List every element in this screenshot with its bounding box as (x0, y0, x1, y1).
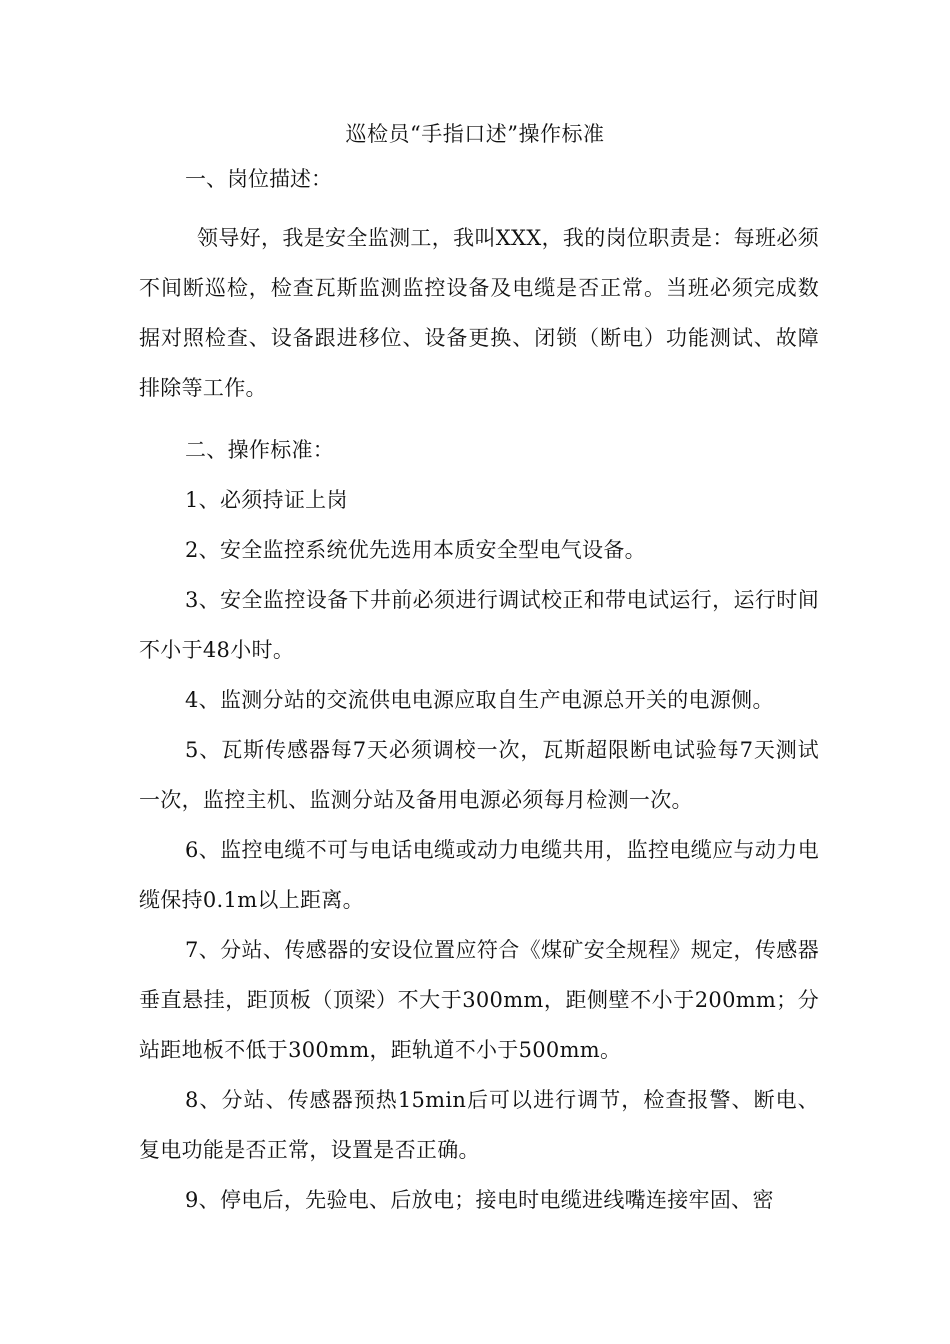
document-body (139, 163, 819, 1225)
list-item-5: 5、瓦斯传感器每7天必须调校一次，瓦斯超限断电试验每7天测试一次，监控主机、监测分站及备用电源必须每月检测一次。 (139, 738, 819, 812)
list-item-8: 8、分站、传感器预热15min后可以进行调节，检查报警、断电、复电功能是否正常，设置是否正确。 (139, 1088, 819, 1162)
list-item-9: 9、停电后，先验电、后放电；接电时电缆进线嘴连接牢固、密 (185, 1188, 774, 1212)
list-item-4: 4、监测分站的交流供电电源应取自生产电源总开关的电源侧。 (185, 688, 774, 712)
list-item-1: 1、必须持证上岗 (185, 488, 348, 512)
list-item-7: 7、分站、传感器的安设位置应符合《煤矿安全规程》规定，传感器垂直悬挂，距顶板（顶梁）不大于300mm，距侧壁不小于200mm；分站距地板不低于300mm，距轨道不小于500mm。 (139, 938, 819, 1062)
list-item-2: 2、安全监控系统优先选用本质安全型电气设备。 (185, 538, 646, 562)
spacer (139, 195, 819, 213)
section-heading-job-description: 一、岗位描述： (185, 167, 332, 191)
list-item-3: 3、安全监控设备下井前必须进行调试校正和带电试运行，运行时间不小于48小时。 (139, 588, 819, 662)
document-title: 巡检员“手指口述”操作标准 (345, 122, 605, 146)
spacer (139, 413, 819, 425)
intro-paragraph: 领导好，我是安全监测工，我叫XXX，我的岗位职责是：每班必须不间断巡检，检查瓦斯监测监控设备及电缆是否正常。当班必须完成数据对照检查、设备跟进移位、设备更换、闭锁（断电）功能测试、故障排除等工作。 (139, 226, 819, 400)
list-item-6: 6、监控电缆不可与电话电缆或动力电缆共用，监控电缆应与动力电缆保持0.1m以上距离。 (139, 838, 819, 912)
section-heading-operation-standard: 二、操作标准： (185, 438, 335, 462)
